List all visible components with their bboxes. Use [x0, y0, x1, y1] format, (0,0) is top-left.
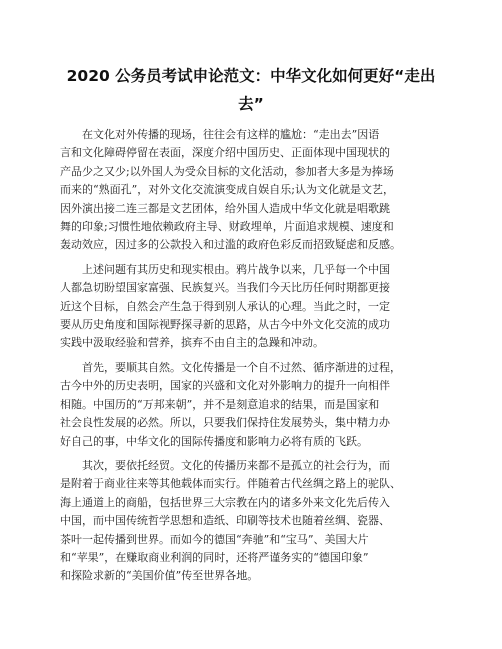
paragraph-line: 中国，而中国传统哲学思想和造纸、印刷等技术也随着丝绸、瓷器、: [60, 514, 390, 528]
title-line-2: 去”: [238, 95, 264, 113]
paragraph-line: 和“苹果”，在赚取商业利润的同时，还将严谨务实的“德国印象”: [60, 550, 369, 564]
paragraph-line: 上述问题有其历史和现实根由。鸦片战争以来，几乎每一个中国: [82, 262, 390, 276]
paragraph-line: 因外演出接二连三都是文艺团体，给外国人造成中华文化就是唱歌跳: [60, 201, 390, 215]
paragraph-line: 在文化对外传播的现场，往往会有这样的尴尬：“走出去”因语: [82, 128, 380, 141]
paragraph-line: 产品少之又少;以外国人为受众目标的文化活动，参加者大多是为捧场: [60, 164, 394, 178]
paragraph-line: 是附着于商业往来等其他载体而实行。伴随着古代丝绸之路上的驼队、: [60, 477, 401, 491]
paragraph-line: 实践中汲取经验和营养，摈弃不由自主的急躁和冲动。: [60, 336, 324, 350]
paragraph-line: 言和文化障碍停留在表面，深度介绍中国历史、正面体现中国现状的: [60, 146, 390, 160]
paragraph-4: [60, 457, 446, 586]
document-body: [60, 126, 446, 592]
paragraph-line: 要从历史角度和国际视野探寻新的思路，从古今中外文化交流的成功: [60, 318, 390, 332]
paragraph-3: [60, 359, 446, 451]
paragraph-2: [60, 261, 446, 353]
paragraph-line: 相随。中国历的“万邦来朝”，并不是刻意追求的结果，而是国家和: [60, 397, 380, 411]
paragraph-line: 舞的印象;习惯性地依赖政府主导、财政埋单，片面追求规模、速度和: [60, 220, 394, 234]
paragraph-line: 近这个目标，自然会产生急于得到别人承认的心理。当此之时，一定: [60, 299, 390, 313]
paragraph-line: 古今中外的历史表明，国家的兴盛和文化对外影响力的提升一向相伴: [60, 379, 390, 393]
paragraph-line: 而来的“熟面孔”，对外文化交流演变成自娱自乐;认为文化就是文艺，: [60, 183, 394, 197]
paragraph-line: 首先，要顺其自然。文化传播是一个自不过然、循序渐进的过程，: [82, 360, 401, 374]
paragraph-line: 茶叶一起传播到世界。而如今的德国“奔驰”和“宝马”、美国大片: [60, 532, 369, 546]
paragraph-line: 社会良性发展的必然。所以，只要我们保持住发展势头，集中精力办: [60, 416, 390, 430]
paragraph-line: 海上通道上的商船，包括世界三大宗教在内的诸多外来文化先后传入: [60, 495, 390, 509]
paragraph-1: [60, 126, 446, 255]
paragraph-line: 好自己的事，中华文化的国际传播度和影响力必将有质的飞跃。: [60, 434, 368, 448]
paragraph-line: 轰动效应，因过多的公款投入和过滥的政府色彩反而招致疑虑和反感。: [60, 238, 401, 252]
paragraph-line: 其次，要依托经贸。文化的传播历来都不是孤立的社会行为，而: [82, 458, 390, 472]
paragraph-line: 和探险求新的“美国价值”传至世界各地。: [60, 569, 259, 583]
document-title: [56, 62, 446, 118]
paragraph-line: 人都急切盼望国家富强、民族复兴。当我们今天比历任何时期都更接: [60, 281, 390, 295]
title-line-1: 2020 公务员考试申论范文：中华文化如何更好“走出: [66, 67, 436, 85]
